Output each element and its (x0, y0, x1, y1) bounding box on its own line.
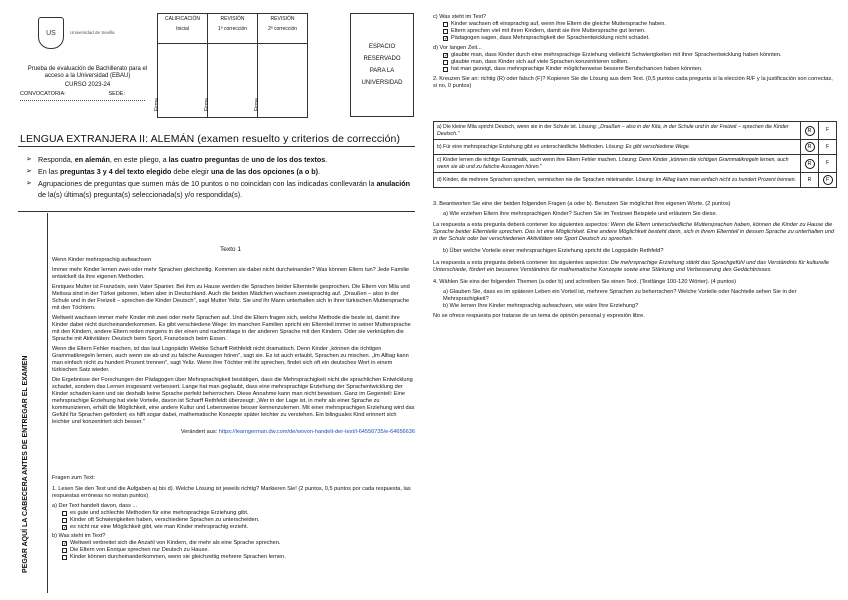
instructions (26, 154, 416, 201)
checkbox[interactable] (62, 548, 67, 553)
question-1: 1. Lesen Sie den Text und die Aufgaben a) bis d). Welche Lösung ist jeweils richtig? Markieren Sie! (2 puntos, 0,5 puntos por cada respuesta, las respuestas erróneas no restan puntos) (52, 486, 411, 499)
divider (18, 211, 415, 212)
r-selected[interactable]: R (805, 142, 815, 152)
header-paste-area (18, 213, 48, 593)
paragraph: Weltweit wachsen immer mehr Kinder mit zwei oder mehr Sprachen auf. Und die Eltern fragen sich, welche Methode die beste ist, damit ihre Kinder dabei nicht durcheinanderkommen. Es gibt verschiedene Wege: Im manchen Familien spricht ein Elternteil immer in seiner Muttersprache mit den Kindern, andere Eltern reden morgens in der einen und nachmittags in der anderen Sprache mit den Kindern. Oder sie verknüpfen die Sprache mit Aktivitäten: Deutsch beim Sport, Französisch beim Essen. (52, 315, 411, 342)
question-3: 3. Beantworten Sie eine der beiden folgenden Fragen (a oder b). Benutzen Sie möglichst Ihre eigenen Worte. (2 puntos) (433, 201, 731, 207)
course: CURSO 2023-24 (64, 82, 111, 88)
checkbox-checked[interactable]: ✓ (63, 525, 68, 531)
rf-row: a) Die kleine Mila spricht Deutsch, wenn sie in der Schule ist. Lösung: „Draußen – also in der Kita, in der Schule und in der Freizeit – sprechen die Kinder Deutsch." R F (434, 122, 837, 140)
answer-3a: La respuesta a esta pregunta deberá contener los siguientes aspectos: Wenn die Eltern unterschiedliche Muttersprachen haben, können die Kinder zu Hause die Sprache beider Elternteile sprechen. Das ist eine Möglichkeit. Eine andere Möglichkeit besteht darin, sich in ihrem Elternteil in dessen Sprache zu unterhalten und in der Schule oder bei verschiedenen Aktivitäten wie Sport Deutsch zu sprechen. (433, 222, 835, 242)
f-option[interactable]: F (819, 122, 837, 140)
convocatoria-label: CONVOCATORIA: (20, 91, 66, 97)
option[interactable]: Die Eltern von Enrique sprechen nur Deutsch zu Hause. (62, 547, 414, 554)
checkbox[interactable] (62, 555, 67, 560)
questions-right-bottom (433, 201, 838, 320)
grade-col-2: REVISIÓN 1ª corrección (208, 14, 258, 44)
paragraph: Die Ergebnisse der Forschungen der Pädagogen über Mehrsprachigkeit bestätigen, dass die Mehrsprachigkeit nicht die sprachlichen Entwicklung schadet, sondern das Lernen insgesamt verbessert. Lange hat man geglaubt, dass eine mehrsprachige Erziehung der Sprachentwicklung der Kinder schaden kann und sie deshalb keine Sprache perfekt beherrschen. Diese Annahme kann man nicht beweisen. Ganz im Gegenteil: Eine mehrsprachige Erziehung hat viele Vorteile, davon ist Scharff Rethfeldt überzeugt: „Wer in der Lage ist, in mehr als einer Sprache zu kommunizieren, erhält die Möglichkeit, eine andere Kultur und Lebensweise besser kennenzulernen. Mit einer mehrsprachigen Erziehung wird das Gefühl für Sprachen gefördert; es hilft sogar dabei, mathematische Konzepte später leichter zu verstehen. Ein bilinguales Kind erinnert sich leichter und konzentriert sich besser." (52, 377, 415, 425)
question-4a: a) Glauben Sie, dass es im späteren Leben ein Vorteil ist, mehrere Sprachen zu beherrschen? Welche Vorteile oder Nachteile sehen Sie in der Mehrsprachigkeit? (443, 289, 797, 302)
rf-row: c) Kinder lernen die richtige Grammatik, auch wenn ihre Eltern Fehler machen. Lösung: Denn Kinder „können die richtigen Grammatikregeln lernen, auch wenn sie ab und zu falsche Aussagen hören." R F (434, 155, 837, 173)
grade-box-1[interactable]: Firma (158, 44, 208, 118)
questions-right-top (433, 14, 838, 90)
option[interactable]: Kinder oft Schwierigkeiten haben, verschiedene Sprachen zu unterscheiden. (62, 517, 414, 524)
checkbox[interactable] (443, 29, 448, 34)
r-option[interactable]: R (801, 173, 819, 188)
q1a-label: a) Der Text handelt davon, dass ... (52, 503, 138, 509)
option[interactable]: ✓ Weltweit verbreitet sich die Anzahl von Kindern, die mehr als eine Sprache sprechen. (63, 540, 281, 547)
checkbox[interactable] (62, 518, 67, 523)
r-selected[interactable]: R (805, 159, 815, 169)
checkbox-checked[interactable]: ✓ (63, 541, 68, 547)
text-heading: Texto 1 (220, 246, 241, 253)
source: Verändert aus: https://learngerman.dw.com/de/wovon-handelt-der-text/l-64556735/e-64656636 (180, 429, 415, 435)
checkbox[interactable] (443, 60, 448, 65)
source-link[interactable]: https://learngerman.dw.com/de/wovon-handelt-der-text/l-64556735/e-64656636 (218, 429, 415, 435)
instruction-3: ➢ Agrupaciones de preguntas que sumen más de 10 puntos o no coincidan con las indicadas conllevarán la anulación de la(s) última(s) pregunta(s) seleccionada(s) y/o respondida(s). (26, 178, 416, 200)
instruction-2: ➢ En las preguntas 3 y 4 del texto elegido debe elegir una de las dos opciones (a o b). (26, 166, 416, 177)
q1c-label: c) Was steht im Text? (433, 14, 487, 20)
paragraph: Enriques Mutter ist Französin, sein Vater Spanier. Bei ihm zu Hause werden die Sprachen beider Elternteile gesprochen. Die Eltern von Mila und Melissa sind in der Türkei geboren, leben aber in Deutschland. Auch die beiden Mädchen wachsen zweisprachig auf. „Draußen – also in der Schule und in der Freizeit – sprechen die Kinder Deutsch", sagt Mutter Yeliz. Sie und ihr Mann unterhalten sich in ihrer türkischen Muttersprache mit den Töchtern. (52, 284, 410, 311)
checkbox[interactable] (443, 22, 448, 27)
exam-title: Prueba de evaluación de Bachillerato para el acceso a la Universidad (EBAU) (27, 66, 148, 79)
paragraph: Wenn die Eltern Fehler machen, ist das laut Logopädin Wiebke Scharff Rethfeldt nicht dramatisch. Denn Kinder „können die richtigen Grammatikregeln lernen, auch wenn sie ab und zu falsche Aussagen hören", sagt sie. Es ist auch erlaubt, Sprachen zu mischen. „Im Alltag kann man einfach nicht zu hundert Prozent trennen", sagt Yeliz. Wenn ihre Töchter mit ihr sprechen, findet sich oft ein deutsches Wort in einem türkischen Satz wieder. (52, 346, 409, 373)
q1b-label: b) Was steht im Text? (52, 533, 106, 539)
option[interactable]: es gute und schlechte Methoden für eine mehrsprachige Erziehung gibt. (62, 510, 414, 517)
f-option[interactable]: F (819, 155, 837, 173)
grade-col-3: REVISIÓN 2ª corrección (258, 14, 308, 44)
sede-label: SEDE: (108, 91, 125, 97)
option[interactable]: glaubte man, dass Kinder sich auf viele Sprachen konzentrieren sollten. (443, 59, 838, 66)
question-3b: b) Über welche Vorteile einer mehrsprachigen Erziehung spricht die Logopädin Rethfeld? (443, 248, 664, 254)
checkbox-checked[interactable]: ✓ (444, 36, 449, 42)
true-false-table (433, 121, 837, 188)
page-title: LENGUA EXTRANJERA II: ALEMÁN (examen resuelto y criterios de corrección) (20, 133, 401, 145)
grades-table (154, 13, 308, 118)
divider (18, 146, 415, 147)
instruction-1: ➢ Responda, en alemán, en este pliego, a las cuatro preguntas de uno de los dos textos. (26, 154, 416, 165)
option[interactable]: ✓ Pädagogen sagen, dass Mehrsprachigkeit der Sprachentwicklung nicht schadet. (444, 35, 650, 42)
checkbox[interactable] (62, 511, 67, 516)
answer-3b: La respuesta a esta pregunta deberá contener los siguientes aspectos: Die mehrsprachige Erziehung stärkt das Sprachgefühl und das Verständnis für kulturelle Unterschiede, fördert ein besseres Verständnis für mathematische Konzepte sowie eine Stärkung und Verbesserung des Gedächtnisses. (433, 260, 829, 273)
f-option[interactable]: F (819, 140, 837, 155)
sidebar-label: PEGAR AQUÍ LA CABECERA ANTES DE ENTREGAR EL EXAMEN (22, 355, 29, 573)
grade-box-2[interactable]: Firma (208, 44, 258, 118)
reading-text (52, 257, 415, 439)
answer-note: No se ofrece respuesta por tratarse de un tema de opinión personal y expresión libre. (433, 313, 645, 319)
checkbox[interactable] (443, 67, 448, 72)
questions-heading: Fragen zum Text: (52, 475, 96, 481)
option[interactable]: ✓ es nicht nur eine Möglichkeit gibt, wie man Kinder mehrsprachig erzieht. (63, 524, 249, 531)
rf-row: b) Für eine mehrsprachige Erziehung gibt es unterschiedliche Methoden. Lösung: Es gibt verschiedene Wege. R F (434, 140, 837, 155)
option[interactable]: hat man gezeigt, dass mehrsprachige Kinder möglicherweise bessere Berufschancen haben könnten. (443, 66, 838, 73)
checkbox-checked[interactable]: ✓ (444, 53, 449, 59)
r-selected[interactable]: R (805, 126, 815, 136)
questions-left (52, 475, 414, 561)
university-reserved-space: ESPACIO RESERVADO PARA LA UNIVERSIDAD (350, 13, 414, 117)
university-logo: US (38, 17, 64, 49)
exam-header (20, 66, 155, 101)
f-selected[interactable]: F (823, 175, 833, 185)
rf-row: d) Kinder, die mehrere Sprachen sprechen, vermischen nie die Sprachen miteinander. Lösung: Im Alltag kann man einfach nicht zu hundert Prozent trennen. R F (434, 173, 837, 188)
q1d-label: d) Vor langen Zeit... (433, 45, 482, 51)
text-title: Wenn Kinder mehrsprachig aufwachsen (52, 257, 152, 263)
paragraph: Immer mehr Kinder lernen zwei oder mehr Sprachen gleichzeitig. Kommen sie dabei nicht durcheinander? Was können Eltern tun? Jede Familie entwickelt da ihre eigenen Methoden. (52, 267, 410, 280)
question-4: 4. Wählen Sie eins der folgenden Themen (a oder b) und schreiben Sie einen Text. (Textlänge 100-120 Wörter). (4 puntos) (433, 279, 736, 285)
university-name: Universidad de Sevilla (70, 30, 115, 35)
grade-col-1: CALIFICACIÓN Inicial (158, 14, 208, 44)
option[interactable]: Kinder können durcheinanderkommen, wenn sie gleichzeitig mehrere Sprachen lernen. (62, 554, 414, 561)
option[interactable]: Kinder wachsen oft einsprachig auf, wenn ihre Eltern die gleiche Muttersprache haben. (443, 21, 838, 28)
question-2: 2. Kreuzen Sie an: richtig (R) oder falsch (F)? Kopieren Sie die Lösung aus dem Text. (0,5 puntos cada pregunta si la elección R/F y la justificación son correctas, si no, 0 puntos) (433, 76, 833, 89)
question-4b: b) Wie lernen Ihre Kinder mehrsprachig aufwachsen, wie wäre Ihre Erziehung? (443, 303, 639, 309)
option[interactable]: ✓ glaubte man, dass Kinder durch eine mehrsprachige Erziehung vielleicht Schwierigkeiten mit ihrer Sprachentwicklung haben könnten. (444, 52, 782, 59)
question-3a: a) Wie erziehen Eltern ihre mehrsprachigen Kinder? Suchen Sie im Textzwei Beispiele und erläutern Sie diese. (443, 211, 718, 217)
option[interactable]: Eltern sprechen viel mit ihren Kindern, damit sie ihre Muttersprache gut lernen. (443, 28, 838, 35)
grade-box-3[interactable]: Firma (258, 44, 308, 118)
